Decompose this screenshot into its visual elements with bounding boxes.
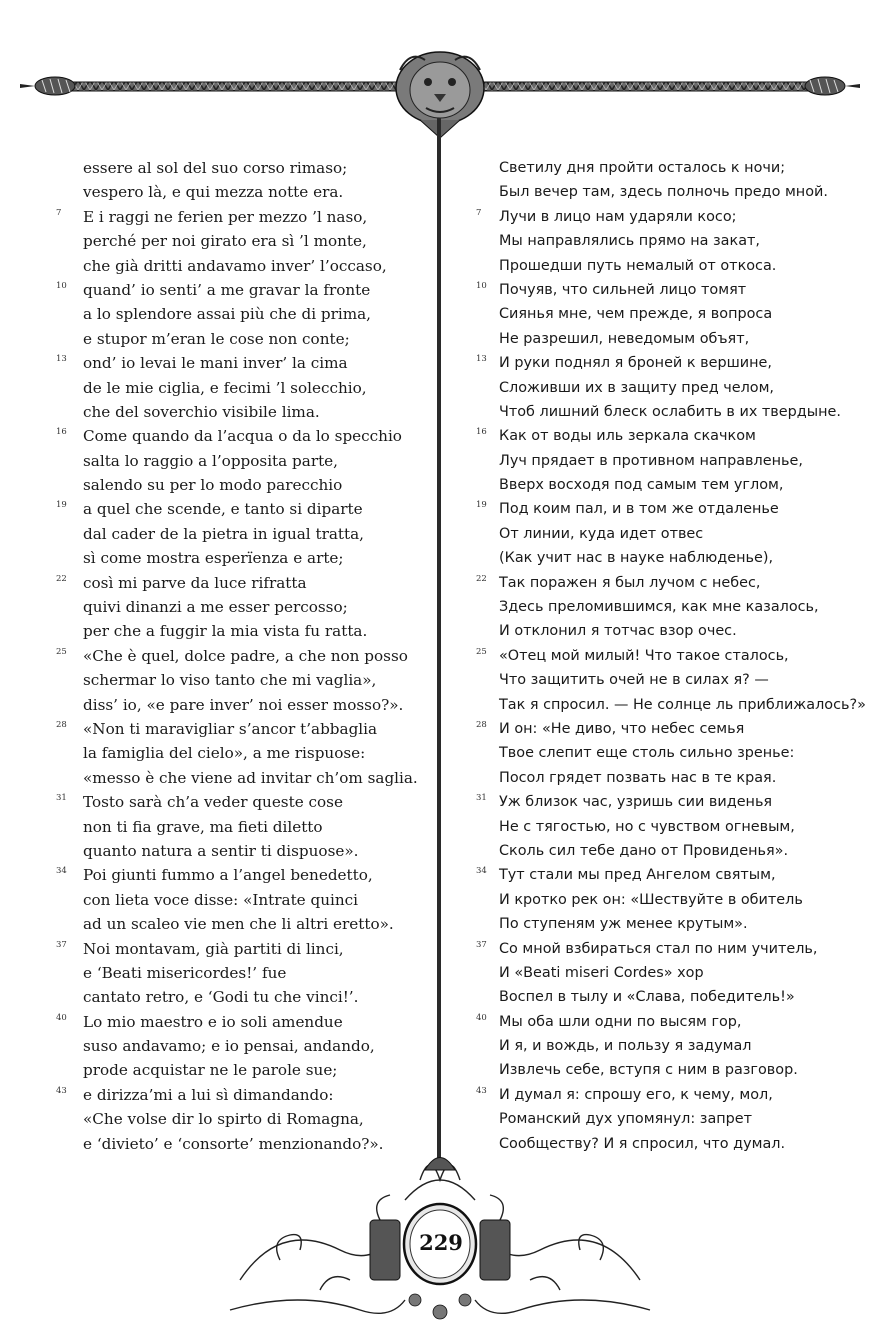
tercet [472,351,872,424]
verse-line: Так я спросил. — Не солнце ль приближалось?» [499,696,866,713]
verse-line: diss’ io, «e pare inver’ noi esser mosso?». [83,695,404,714]
verse-line: Под коим пал, и в том же отдаленье [499,501,779,518]
verse-line: Здесь преломившимся, как мне казалось, [499,599,819,616]
verse-line: schermar lo viso tanto che mi vaglia», [83,671,377,690]
verse-line: cantato retro, e ‘Godi tu che vinci!’. [83,988,359,1007]
verse-line: a quel che scende, e tanto si diparte [83,500,363,519]
verse-number: 10 [476,280,487,291]
tercet [472,424,872,497]
verse-line: «messo è che viene ad invitar ch’om saglia. [83,768,418,787]
verse-line: Сколь сил тебе дано от Провиденья». [499,842,789,859]
verse-number: 43 [56,1085,67,1096]
verse-line: e dirizza’mi a lui sì dimandando: [83,1085,334,1104]
russian-text-column [472,156,872,1156]
tercet [472,278,872,351]
verse-line: Вверх восходя под самым тем углом, [499,477,784,494]
tercet [472,497,872,570]
tercet [472,717,872,790]
verse-number: 34 [56,866,67,877]
verse-line: Чтоб лишний блеск ослабить в их твердыне. [499,403,841,420]
verse-line: И думал я: спрошу его, к чему, мол, [499,1086,773,1103]
verse-line: Tosto sarà ch’a veder queste cose [83,793,343,812]
verse-line: ad un scaleo vie men che li altri eretto». [83,915,394,934]
verse-line: Мы направлялись прямо на закат, [499,233,760,250]
verse-line: (Как учит нас в науке наблюденье), [499,550,774,567]
verse-line: e ‘divieto’ e ‘consorte’ menzionando?». [83,1134,384,1153]
verse-line: per che a fuggir la mia vista fu ratta. [83,622,368,641]
verse-line: Посол грядет позвать нас в те края. [499,769,777,786]
verse-line: Come quando da l’acqua o da lo specchio [83,427,402,446]
verse-line: Сообществу? И я спросил, что думал. [499,1135,786,1152]
verse-number: 22 [56,573,67,584]
verse-number: 13 [56,354,67,365]
verse-line: prode acquistar ne le parole sue; [83,1061,338,1080]
verse-number: 19 [476,500,487,511]
tercet [472,937,872,1010]
tercet [472,1010,872,1083]
tercet [472,205,872,278]
verse-line: Уж близок час, узришь сии виденья [499,794,773,811]
tercet [52,156,432,205]
verse-line: Noi montavam, già partiti di linci, [83,939,344,958]
verse-line: Не с тягостью, но с чувством огневым, [499,818,795,835]
verse-line: che del soverchio visibile lima. [83,402,320,421]
verse-line: così mi parve da luce rifratta [83,573,307,592]
tercet [52,937,432,1010]
verse-line: suso andavamo; e io pensai, andando, [83,1037,375,1056]
verse-line: И кротко рек он: «Шествуйте в обитель [499,891,803,908]
verse-line: Твое слепит еще столь сильно зренье: [499,745,795,762]
tercet [472,644,872,717]
verse-line: quivi dinanzi a me esser percosso; [83,598,348,617]
verse-line: salendo su per lo modo parecchio [83,476,343,495]
verse-line: a lo splendore assai più che di prima, [83,305,371,324]
verse-line: non ti fia grave, ma fieti diletto [83,817,323,836]
verse-line: Как от воды иль зеркала скачком [499,428,756,445]
tercet [52,644,432,717]
verse-number: 34 [476,866,487,877]
verse-line: che già dritti andavamo inver’ l’occaso, [83,256,387,275]
italian-text-column [52,156,432,1156]
verse-number: 22 [476,573,487,584]
page-number: 229 [419,1230,463,1255]
verse-line: la famiglia del cielo», a me rispuose: [83,744,366,763]
verse-number: 10 [56,280,67,291]
verse-line: Так поражен я был лучом с небес, [499,574,761,591]
verse-line: Луч прядает в противном направленье, [499,452,803,469]
tercet [52,717,432,790]
verse-number: 25 [56,646,67,657]
verse-line: e ‘Beati misericordes!’ fue [83,963,287,982]
verse-line: ond’ io levai le mani inver’ la cima [83,354,348,373]
verse-line: Тут стали мы пред Ангелом святым, [499,867,776,884]
verse-number: 28 [476,719,487,730]
verse-line: dal cader de la pietra in igual tratta, [83,524,364,543]
tercet [52,351,432,424]
verse-number: 25 [476,646,487,657]
tercet [52,497,432,570]
verse-line: Сиянья мне, чем прежде, я вопроса [499,306,773,323]
verse-line: Был вечер там, здесь полночь предо мной. [499,184,828,201]
tercet [52,278,432,351]
verse-line: От линии, куда идет отвес [499,525,704,542]
verse-number: 19 [56,500,67,511]
verse-number: 40 [476,1012,487,1023]
verse-line: Воспел в тылу и «Слава, победитель!» [499,989,795,1006]
verse-line: essere al sol del suo corso rimaso; [83,159,348,177]
tercet [472,790,872,863]
tercet [472,571,872,644]
tercet [52,424,432,497]
verse-line: Не разрешил, неведомым объят, [499,330,750,347]
verse-line: quand’ io senti’ a me gravar la fronte [83,280,371,299]
verse-number: 31 [476,793,487,804]
verse-line: con lieta voce disse: «Intrate quinci [83,890,359,909]
verse-line: Сложивши их в защиту пред челом, [499,379,775,396]
verse-line: «Che volse dir lo spirto di Romagna, [83,1110,364,1129]
tercet [52,863,432,936]
tercet [472,863,872,936]
verse-line: sì come mostra esperïenza e arte; [83,549,344,568]
tercet [52,205,432,278]
verse-line: Мы оба шли одни по высям гор, [499,1013,742,1030]
verse-number: 13 [476,354,487,365]
verse-line: E i raggi ne ferien per mezzo ’l naso, [83,207,368,226]
verse-number: 28 [56,719,67,730]
verse-line: Лучи в лицо нам ударяли косо; [499,208,737,225]
tercet [52,790,432,863]
verse-line: «Che è quel, dolce padre, a che non posso [83,646,408,665]
tercet [472,156,872,205]
verse-line: И «Beati miseri Cordes» хор [499,964,704,981]
verse-line: Прошедши путь немалый от откоса. [499,257,777,274]
verse-line: vespero là, e qui mezza notte era. [83,183,344,202]
verse-number: 40 [56,1012,67,1023]
verse-line: Светилу дня пройти осталось к ночи; [499,160,786,176]
verse-number: 16 [56,427,67,438]
verse-number: 37 [56,939,67,950]
verse-line: «Non ti maravigliar s’ancor t’abbaglia [83,719,378,738]
verse-line: salta lo raggio a l’opposita parte, [83,451,338,470]
verse-line: И отклонил я тотчас взор очес. [499,623,737,640]
verse-line: Со мной взбираться стал по ним учитель, [499,940,818,957]
verse-number: 37 [476,939,487,950]
verse-line: Извлечь себе, вступя с ним в разговор. [499,1062,798,1079]
verse-line: «Отец мой милый! Что такое сталось, [499,647,789,664]
verse-line: И он: «Не диво, что небес семья [499,720,745,737]
right-finial-icon [805,77,860,95]
verse-line: e stupor m’eran le cose non conte; [83,329,350,348]
verse-number: 7 [56,207,62,218]
verse-line: Poi giunti fummo a l’angel benedetto, [83,866,373,885]
verse-number: 31 [56,793,67,804]
verse-line: quanto natura a sentir ti dispuose». [83,841,359,860]
verse-number: 16 [476,427,487,438]
verse-line: Lo mio maestro e io soli amendue [83,1012,343,1031]
verse-line: Почуяв, что сильней лицо томят [499,281,747,298]
verse-number: 7 [476,207,482,218]
verse-line: И я, и вождь, и пользу я задумал [499,1038,752,1055]
verse-number: 43 [476,1085,487,1096]
tercet [52,1010,432,1083]
left-finial-icon [20,77,75,95]
verse-line: perché per noi girato era sì ’l monte, [83,232,367,251]
column-divider [437,118,441,1158]
verse-line: Романский дух упомянул: запрет [499,1111,753,1128]
verse-line: По ступеням уж менее крутым». [499,916,748,933]
tercet [52,571,432,644]
verse-line: de le mie ciglia, e fecimi ’l solecchio, [83,378,367,397]
verse-line: И руки поднял я броней к вершине, [499,355,772,372]
verse-line: Что защитить очей не в силах я? — [499,672,769,689]
